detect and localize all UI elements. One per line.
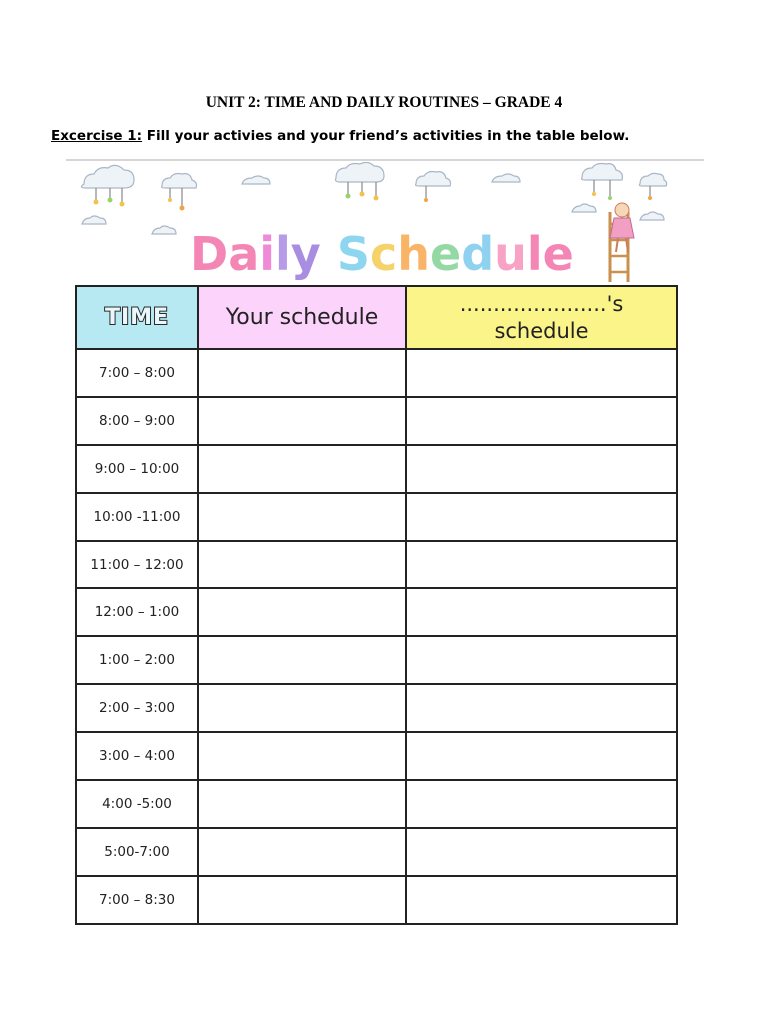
time-slot: 12:00 – 1:00 bbox=[76, 588, 198, 636]
your-activity-cell[interactable] bbox=[198, 397, 406, 445]
time-slot: 8:00 – 9:00 bbox=[76, 397, 198, 445]
your-activity-cell[interactable] bbox=[198, 780, 406, 828]
time-slot: 2:00 – 3:00 bbox=[76, 684, 198, 732]
time-slot: 7:00 – 8:30 bbox=[76, 876, 198, 924]
header-friend-schedule bbox=[406, 286, 677, 349]
time-slot: 7:00 – 8:00 bbox=[76, 349, 198, 397]
table-row bbox=[76, 349, 677, 397]
your-activity-cell[interactable] bbox=[198, 684, 406, 732]
time-slot: 1:00 – 2:00 bbox=[76, 636, 198, 684]
exercise-label: Excercise 1: bbox=[51, 128, 143, 144]
time-slot: 4:00 -5:00 bbox=[76, 780, 198, 828]
time-slot: 9:00 – 10:00 bbox=[76, 445, 198, 493]
cloud-icon bbox=[639, 173, 666, 200]
header-friend-schedule-label: schedule bbox=[494, 318, 589, 343]
cloud-icon bbox=[492, 174, 520, 182]
your-activity-cell[interactable] bbox=[198, 732, 406, 780]
friend-activity-cell[interactable] bbox=[406, 541, 677, 589]
friend-activity-cell[interactable] bbox=[406, 684, 677, 732]
friend-activity-cell[interactable] bbox=[406, 828, 677, 876]
banner-illustration bbox=[66, 162, 702, 286]
friend-activity-cell[interactable] bbox=[406, 780, 677, 828]
time-slot: 5:00-7:00 bbox=[76, 828, 198, 876]
header-your-schedule-label: Your schedule bbox=[225, 305, 379, 330]
header-time-label: TIME bbox=[104, 305, 170, 330]
table-row bbox=[76, 493, 677, 541]
table-row bbox=[76, 732, 677, 780]
cloud-icon bbox=[81, 165, 134, 206]
divider bbox=[66, 159, 704, 161]
exercise-instruction bbox=[51, 128, 731, 144]
friend-activity-cell[interactable] bbox=[406, 636, 677, 684]
table-row bbox=[76, 397, 677, 445]
time-slot: 3:00 – 4:00 bbox=[76, 732, 198, 780]
cloud-icon bbox=[582, 164, 623, 201]
your-activity-cell[interactable] bbox=[198, 588, 406, 636]
table-header-row bbox=[76, 286, 677, 349]
your-activity-cell[interactable] bbox=[198, 445, 406, 493]
your-activity-cell[interactable] bbox=[198, 876, 406, 924]
girl-on-ladder-illustration bbox=[610, 203, 634, 282]
table-row bbox=[76, 588, 677, 636]
cloud-icon bbox=[242, 176, 270, 184]
table-row bbox=[76, 636, 677, 684]
schedule-table bbox=[75, 285, 678, 925]
time-slot: 10:00 -11:00 bbox=[76, 493, 198, 541]
friend-activity-cell[interactable] bbox=[406, 588, 677, 636]
header-time bbox=[76, 286, 198, 349]
table-row bbox=[76, 541, 677, 589]
unit-title: UNIT 2: TIME AND DAILY ROUTINES – GRADE 4 bbox=[205, 94, 563, 111]
daily-schedule-banner bbox=[66, 162, 702, 286]
header-your-schedule bbox=[198, 286, 406, 349]
table-row bbox=[76, 828, 677, 876]
banner-title: Daily Schedule bbox=[190, 227, 574, 281]
your-activity-cell[interactable] bbox=[198, 541, 406, 589]
cloud-icon bbox=[336, 162, 385, 200]
your-activity-cell[interactable] bbox=[198, 493, 406, 541]
friend-activity-cell[interactable] bbox=[406, 732, 677, 780]
header-friend-name-line bbox=[407, 291, 676, 317]
friend-activity-cell[interactable] bbox=[406, 445, 677, 493]
friend-activity-cell[interactable] bbox=[406, 349, 677, 397]
cloud-icon bbox=[162, 174, 197, 211]
friend-activity-cell[interactable] bbox=[406, 876, 677, 924]
your-activity-cell[interactable] bbox=[198, 636, 406, 684]
table-row bbox=[76, 780, 677, 828]
exercise-text: Fill your activies and your friend’s activities in the table below. bbox=[142, 128, 630, 144]
friend-activity-cell[interactable] bbox=[406, 493, 677, 541]
cloud-icon bbox=[416, 172, 451, 203]
friend-activity-cell[interactable] bbox=[406, 397, 677, 445]
friend-name-blank: ...................... bbox=[459, 292, 607, 317]
your-activity-cell[interactable] bbox=[198, 828, 406, 876]
friend-suffix: 's bbox=[606, 292, 624, 317]
table-row bbox=[76, 684, 677, 732]
your-activity-cell[interactable] bbox=[198, 349, 406, 397]
table-row bbox=[76, 876, 677, 924]
time-slot: 11:00 – 12:00 bbox=[76, 541, 198, 589]
table-row bbox=[76, 445, 677, 493]
